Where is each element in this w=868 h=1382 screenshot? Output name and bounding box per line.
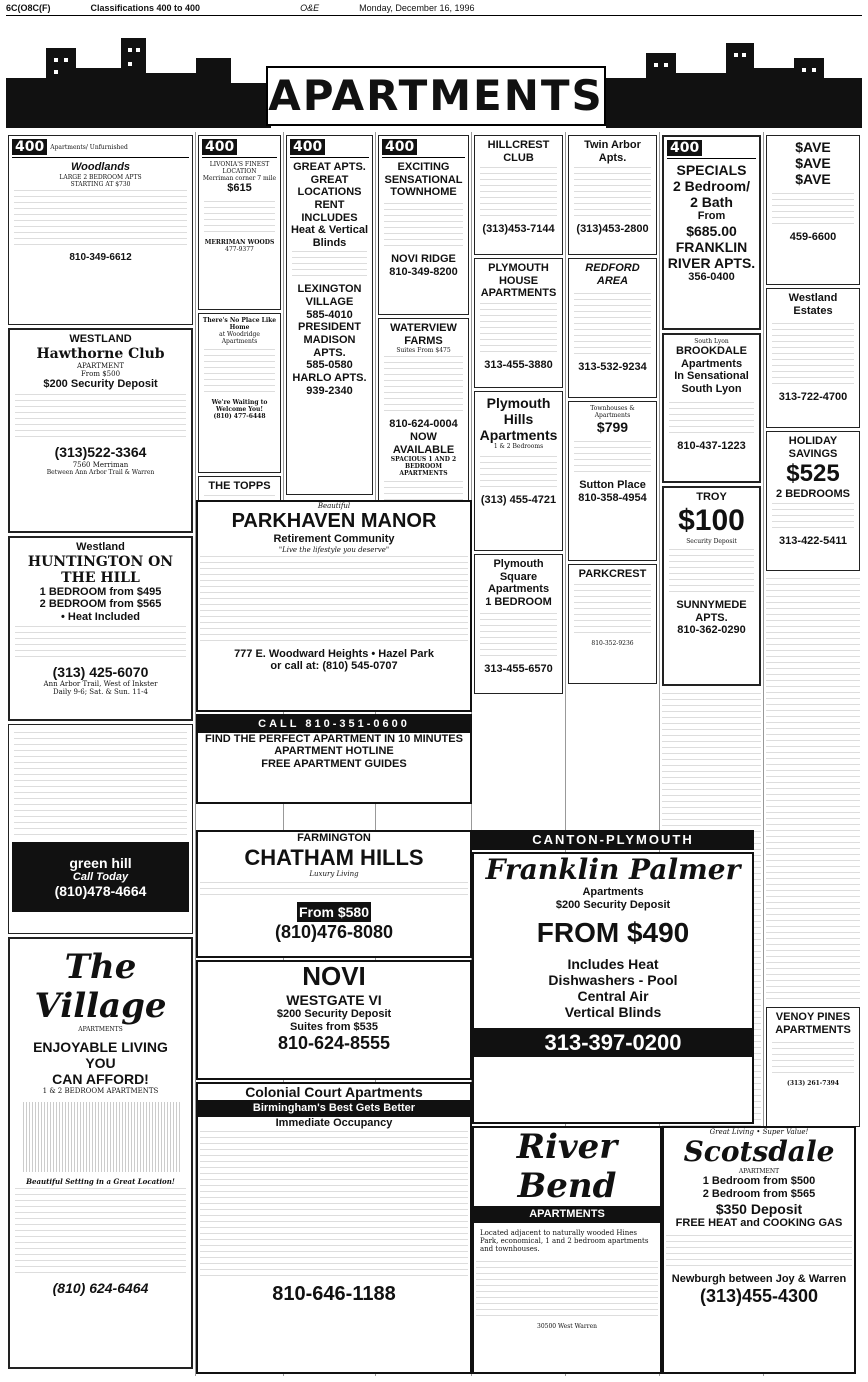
riverbend-name: River Bend <box>516 1127 618 1207</box>
category-header <box>12 139 189 158</box>
specials-line1: SPECIALS <box>676 162 747 178</box>
holiday-ad <box>766 431 860 571</box>
village-line4: 1 & 2 BEDROOM APARTMENTS <box>42 1087 159 1096</box>
redford-phone: 313-532-9234 <box>578 361 647 374</box>
category-header <box>202 139 277 158</box>
riverbend-address: 30500 West Warren <box>537 1322 597 1330</box>
hotline-line2: APARTMENT HOTLINE <box>274 745 394 758</box>
hawthorne-top: WESTLAND <box>69 333 132 345</box>
plymouth-hills-name: Plymouth Hills Apartments <box>479 395 558 444</box>
greenhill-name: green hill <box>69 854 132 871</box>
twin-arbor-ad <box>568 135 657 255</box>
great-line4: Heat & Vertical Blinds <box>290 224 369 249</box>
parkcrest-ad <box>568 564 657 684</box>
huntington-hours: Daily 9-6; Sat. & Sun. 11-4 <box>53 687 148 696</box>
hillcrest-name: HILLCREST CLUB <box>487 139 550 164</box>
franklin-line1: Includes Heat <box>567 955 659 972</box>
brookdale-name: BROOKDALE Apartments <box>676 345 747 370</box>
save-line3: $AVE <box>795 171 831 188</box>
great-harlo: HARLO APTS. <box>292 371 367 384</box>
troy-phone: 810-362-0290 <box>677 624 746 637</box>
venoy-name: VENOY PINES APARTMENTS <box>775 1011 851 1036</box>
village-name: The Village <box>34 947 167 1027</box>
scotsdale-ad <box>662 1126 856 1374</box>
plymouth-hills-phone: (313) 455-4721 <box>480 494 557 507</box>
franklin-palmer-ad <box>472 852 754 1124</box>
hawthorne-phone: (313)522-3364 <box>54 444 147 461</box>
livonia-price: $615 <box>227 182 252 194</box>
waterview-name: WATERVIEW FARMS <box>390 322 457 347</box>
sutton-price: $799 <box>596 419 629 435</box>
specials-phone: 356-0400 <box>688 271 735 284</box>
redford-body <box>574 289 651 359</box>
franklin-line3: Central Air <box>577 987 649 1004</box>
hawthorne-deposit: $200 Security Deposit <box>43 377 158 390</box>
save-line2: $AVE <box>795 155 831 172</box>
great-phone2: 585-0580 <box>306 359 353 372</box>
parkhaven-phone: or call at: (810) 545-0707 <box>270 660 398 673</box>
category-number: 400 <box>667 140 702 156</box>
folio-date: Monday, December 16, 1996 <box>359 3 475 14</box>
column-a <box>6 132 196 1376</box>
specials-line3: 2 Bath <box>690 194 733 211</box>
chatham-phone: (810)476-8080 <box>274 922 394 943</box>
parkhaven-sub: Retirement Community <box>273 533 395 546</box>
specials-line2: 2 Bedroom/ <box>672 178 750 195</box>
westland-estates-ad <box>766 288 860 428</box>
brookdale-line1: In Sensational South Lyon <box>674 370 749 395</box>
waterview-line3: SPACIOUS 1 AND 2 BEDROOM APARTMENTS <box>390 456 457 478</box>
sutton-phone: 810-358-4954 <box>578 491 647 504</box>
plymouth-house-ad <box>474 258 563 388</box>
specials-price: $685.00 <box>686 222 737 239</box>
plymouth-square-name: Plymouth Square Apartments <box>487 558 550 596</box>
parkhaven-name: PARKHAVEN MANOR <box>231 510 437 533</box>
woodlands-name: Woodlands <box>70 161 131 173</box>
plymouth-square-phone: 313-455-6570 <box>484 662 553 675</box>
scotsdale-b2: 2 Bedroom from $565 <box>702 1187 816 1200</box>
hotline-ad <box>196 714 472 804</box>
venoy-phone: (313) 261-7394 <box>786 1080 839 1088</box>
great-line1: GREAT APTS. <box>293 161 366 173</box>
livonia-line1: LIVONIA'S FINEST LOCATION <box>209 161 270 175</box>
category-number: 400 <box>12 139 47 155</box>
novi-phone: 810-624-8555 <box>277 1033 391 1054</box>
riverbend-sub: APARTMENTS <box>474 1206 660 1223</box>
village-tagline: Beautiful Setting in a Great Location! <box>26 1176 175 1186</box>
riverbend-desc: Located adjacent to naturally wooded Hines Park, economical, 1 and 2 bedroom apartments and townhouses. <box>480 1228 649 1253</box>
huntington-address: Ann Arbor Trail, West of Inkster <box>43 679 158 688</box>
livonia-line2: Merriman corner 7 mile <box>202 175 277 182</box>
parkcrest-name: PARKCREST <box>578 568 647 580</box>
troy-ad <box>662 486 761 686</box>
parkcrest-body <box>574 583 651 638</box>
greenhill-call: Call Today <box>72 870 129 883</box>
hawthorne-hours: Between Ann Arbor Trail & Warren <box>46 468 155 476</box>
troy-name: SUNNYMEDE APTS. <box>676 599 747 624</box>
masthead <box>6 18 862 128</box>
village-line1: ENJOYABLE LIVING <box>33 1039 168 1056</box>
plymouth-house-body <box>480 302 557 357</box>
hawthorne-from: From $500 <box>80 369 121 378</box>
category-header <box>667 140 756 159</box>
specials-name: FRANKLIN RIVER APTS. <box>667 239 756 272</box>
livonia-ad <box>198 135 281 310</box>
troy-line1: Security Deposit <box>686 538 737 546</box>
westland-estates-phone: 313-722-4700 <box>778 391 848 404</box>
woodlands-phone: 810-349-6612 <box>69 251 132 263</box>
hotline-bar: CALL 810-351-0600 <box>198 716 470 733</box>
colonial-line1: Birmingham's Best Gets Better <box>198 1100 470 1117</box>
holiday-price: $525 <box>786 460 840 488</box>
waterview-line1: Suites From $475 <box>396 347 451 355</box>
franklin-line2: Dishwashers - Pool <box>548 971 678 988</box>
sutton-line1: Townhouses & Apartments <box>590 405 635 419</box>
village-photo <box>21 1102 180 1172</box>
novi-ad <box>196 960 472 1080</box>
venoy-body <box>772 1038 854 1078</box>
hotline-line3: FREE APARTMENT GUIDES <box>261 757 407 770</box>
novi-sub: WESTGATE VI <box>286 991 382 1008</box>
hawthorne-ad <box>8 328 193 533</box>
greenhill-ad <box>8 724 193 934</box>
novi-line1: Suites from $535 <box>289 1020 379 1033</box>
troy-body <box>669 547 754 597</box>
page-folio <box>6 2 862 16</box>
specials-line4: From <box>697 210 726 223</box>
scotsdale-b1: 1 Bedroom from $500 <box>702 1175 816 1188</box>
exciting-ad <box>378 135 469 315</box>
redford-ad <box>568 258 657 398</box>
village-phone: (810) 624-6464 <box>52 1279 149 1296</box>
novi-name: NOVI <box>302 961 366 991</box>
parkhaven-top: Beautiful <box>317 502 351 510</box>
franklin-river-ad <box>662 135 761 330</box>
hillcrest-phone: (313)453-7144 <box>482 223 555 236</box>
exciting-name: NOVI RIDGE <box>391 252 456 265</box>
chatham-top: FARMINGTON <box>297 832 371 844</box>
huntington-line2: 2 BEDROOM from $565 <box>39 598 162 611</box>
folio-paper: O&E <box>300 3 320 14</box>
great-phone1: 585-4010 <box>306 308 353 321</box>
great-apts-ad <box>286 135 373 495</box>
brookdale-top: South Lyon <box>694 338 729 345</box>
plymouth-house-name: PLYMOUTH HOUSE APARTMENTS <box>480 262 557 300</box>
hillcrest-ad <box>474 135 563 255</box>
village-line2: YOU <box>85 1055 116 1072</box>
hawthorne-sub: APARTMENT <box>76 361 125 370</box>
save-phone: 459-6600 <box>789 231 837 244</box>
colonial-body <box>200 1131 468 1281</box>
woodridge-line2: at Woodridge Apartments <box>219 331 260 345</box>
novi-deposit: $200 Security Deposit <box>276 1007 392 1020</box>
parkhaven-tag: "Live the lifestyle you deserve" <box>278 545 390 554</box>
huntington-phone: (313) 425-6070 <box>52 663 149 680</box>
livonia-body <box>204 197 275 237</box>
huntington-top: Westland <box>76 541 125 553</box>
woodlands-line1: LARGE 2 BEDROOM APTS <box>59 173 142 181</box>
scotsdale-deposit: $350 Deposit <box>715 1200 803 1217</box>
plymouth-square-line1: 1 BEDROOM <box>485 595 552 608</box>
great-lexington: LEXINGTON VILLAGE <box>297 283 362 309</box>
franklin-phone: 313-397-0200 <box>474 1028 752 1057</box>
riverbend-body <box>476 1261 658 1321</box>
great-phone3: 939-2340 <box>306 384 353 397</box>
franklin-sub: Apartments <box>582 886 644 899</box>
category-header <box>290 139 369 158</box>
scotsdale-body <box>666 1231 852 1271</box>
brookdale-body <box>669 398 754 438</box>
category-number: 400 <box>202 139 237 155</box>
great-madison: PRESIDENT MADISON APTS. <box>298 321 361 359</box>
sutton-name: Sutton Place <box>579 479 646 492</box>
village-map <box>15 1188 186 1278</box>
plymouth-square-ad <box>474 554 563 694</box>
plymouth-hills-line1: 1 & 2 Bedrooms <box>493 443 544 451</box>
huntington-ad <box>8 536 193 721</box>
colonial-line2: Immediate Occupancy <box>275 1116 393 1129</box>
franklin-deposit: $200 Security Deposit <box>555 898 671 911</box>
twin-arbor-phone: (313)453-2800 <box>576 223 649 236</box>
hawthorne-body <box>15 392 186 442</box>
woodridge-line1: There's No Place Like Home <box>202 317 277 331</box>
category-number: 400 <box>382 139 417 155</box>
woodridge-ad <box>198 313 281 473</box>
huntington-name: HUNTINGTON ON THE HILL <box>27 553 174 586</box>
greenhill-banner <box>12 842 189 912</box>
huntington-body <box>15 626 186 662</box>
village-ad <box>8 937 193 1369</box>
livonia-name: MERRIMAN WOODS <box>204 238 275 246</box>
save-line1: $AVE <box>795 139 831 155</box>
greenhill-body <box>14 730 187 840</box>
waterview-body <box>384 356 463 416</box>
scotsdale-location: Newburgh between Joy & Warren <box>671 1273 847 1286</box>
column-h-listings <box>766 574 860 1004</box>
waterview-avail: NOW AVAILABLE <box>392 430 455 456</box>
exciting-phone: 810-349-8200 <box>389 265 458 278</box>
scotsdale-sub: APARTMENT <box>738 1168 780 1176</box>
parkhaven-body <box>200 556 468 646</box>
sutton-ad <box>568 401 657 561</box>
woodridge-body <box>204 347 275 397</box>
holiday-body <box>772 503 854 533</box>
franklin-price: FROM $490 <box>536 917 690 949</box>
hillcrest-body <box>480 166 557 221</box>
scotsdale-heat: FREE HEAT and COOKING GAS <box>675 1216 843 1229</box>
venoy-ad <box>766 1007 860 1127</box>
livonia-phone: 477-9377 <box>225 245 254 253</box>
parkhaven-ad <box>196 500 472 712</box>
westland-estates-name: Westland Estates <box>788 292 838 317</box>
troy-price: $100 <box>678 503 745 537</box>
colonial-name: Colonial Court Apartments <box>245 1084 423 1100</box>
huntington-heat: • Heat Included <box>60 611 141 624</box>
parkcrest-phone: 810-352-9236 <box>591 639 634 647</box>
hotline-line1: FIND THE PERFECT APARTMENT IN 10 MINUTES <box>205 732 463 745</box>
hawthorne-name: Hawthorne Club <box>36 345 165 362</box>
woodlands-line2: STARTING AT $730 <box>70 180 131 188</box>
chatham-price: From $580 <box>297 902 371 922</box>
twin-arbor-body <box>574 166 651 221</box>
woodlands-body <box>14 190 187 250</box>
chatham-name: CHATHAM HILLS <box>244 844 424 870</box>
category-label: Apartments/ Unfurnished <box>50 143 128 151</box>
folio-page: 6C(O8C(F) <box>6 3 51 14</box>
exciting-line1: EXCITING SENSATIONAL TOWNHOME <box>384 161 463 199</box>
huntington-line1: 1 BEDROOM from $495 <box>39 585 162 598</box>
colonial-phone: 810-646-1188 <box>272 1283 396 1306</box>
category-number: 400 <box>290 139 325 155</box>
greenhill-phone: (810)478-4664 <box>54 883 147 900</box>
westland-estates-body <box>772 319 854 389</box>
waterview-phone: 810-624-0004 <box>389 418 458 431</box>
parkhaven-address: 777 E. Woodward Heights • Hazel Park <box>234 647 434 660</box>
folio-section: Classifications 400 to 400 <box>90 3 201 14</box>
chatham-body <box>200 880 468 900</box>
plymouth-house-phone: 313-455-3880 <box>484 358 553 371</box>
category-header <box>382 139 465 158</box>
woodridge-phone: (810) 477-6448 <box>213 413 266 420</box>
holiday-phone: 313-422-5411 <box>779 534 847 547</box>
woodridge-line3: We're Waiting to Welcome You! <box>211 399 268 413</box>
brookdale-phone: 810-437-1223 <box>677 439 746 452</box>
colonial-ad <box>196 1082 472 1374</box>
village-sub: APARTMENTS <box>78 1026 123 1034</box>
topps-name: THE TOPPS <box>208 480 271 492</box>
riverbend-ad <box>472 1126 662 1374</box>
franklin-name: Franklin Palmer <box>485 853 741 886</box>
holiday-line1: HOLIDAY SAVINGS <box>788 435 838 460</box>
franklin-line4: Vertical Blinds <box>564 1003 662 1020</box>
plymouth-hills-ad <box>474 391 563 551</box>
holiday-line2: 2 BEDROOMS <box>776 487 850 500</box>
scotsdale-tag: Great Living • Super Value! <box>709 1128 809 1136</box>
save-body <box>772 189 854 229</box>
scotsdale-phone: (313)455-4300 <box>699 1285 819 1306</box>
scotsdale-name: Scotsdale <box>683 1135 835 1169</box>
great-line2: GREAT LOCATIONS <box>297 173 362 199</box>
great-body <box>292 251 367 281</box>
save-ad <box>766 135 860 285</box>
exciting-body <box>384 201 463 251</box>
hawthorne-address: 7560 Merriman <box>72 460 129 469</box>
masthead-title: APARTMENTS <box>266 66 606 126</box>
great-line3: RENT INCLUDES <box>301 198 358 224</box>
redford-name: REDFORD AREA <box>585 262 640 287</box>
plymouth-hills-body <box>480 452 557 492</box>
plymouth-square-body <box>480 611 557 661</box>
chatham-sub: Luxury Living <box>309 869 359 878</box>
brookdale-ad <box>662 333 761 483</box>
woodlands-ad <box>8 135 193 325</box>
village-line3: CAN AFFORD! <box>52 1071 149 1088</box>
canton-plymouth-bar: CANTON-PLYMOUTH <box>472 830 754 850</box>
twin-arbor-name: Twin Arbor Apts. <box>584 139 641 164</box>
chatham-ad <box>196 830 472 958</box>
sutton-body <box>574 437 651 477</box>
troy-top: TROY <box>696 491 727 503</box>
